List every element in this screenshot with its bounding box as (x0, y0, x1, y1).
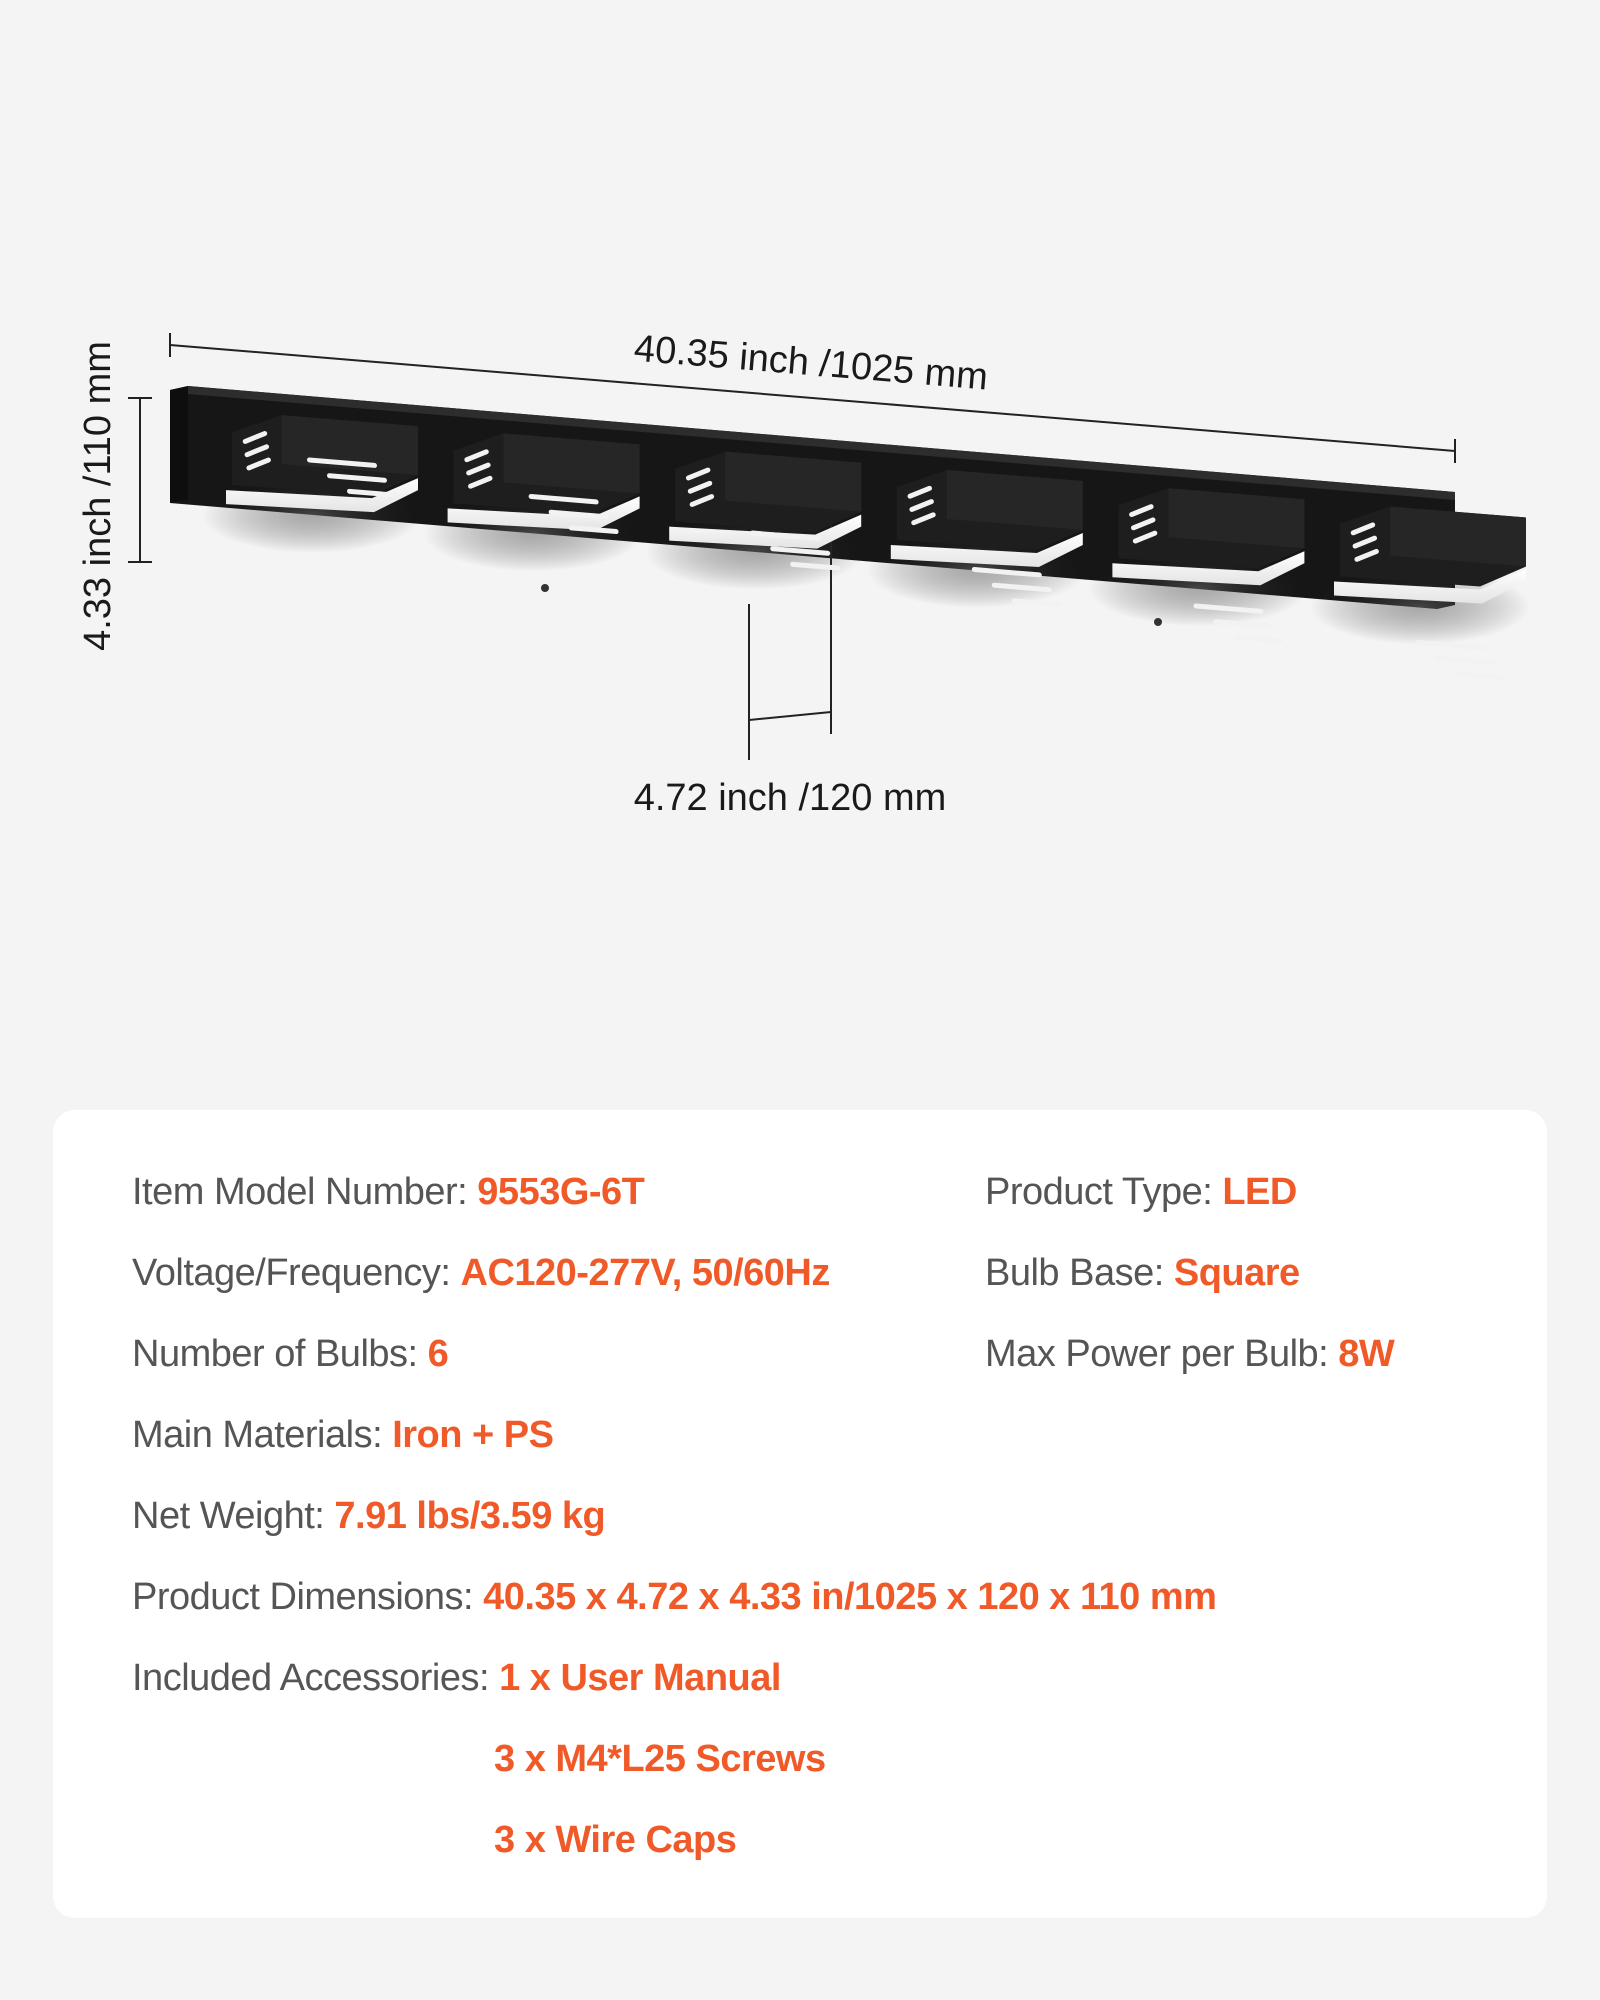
spec-value: 8W (1338, 1333, 1395, 1375)
spec-value: 6 (427, 1333, 449, 1375)
spec-number-of-bulbs (132, 1331, 448, 1377)
spec-voltage (132, 1250, 830, 1296)
spec-value: Iron + PS (392, 1414, 554, 1456)
width-dimension-label: 40.35 inch /1025 mm (632, 327, 990, 399)
spec-label: Included Accessories: (132, 1657, 500, 1699)
spec-label: Product Type: (985, 1171, 1223, 1213)
spec-model-number (132, 1169, 644, 1215)
spec-label: Number of Bulbs: (132, 1333, 428, 1375)
bulb-head (202, 415, 422, 553)
spec-value: LED (1222, 1171, 1297, 1213)
spec-card (53, 1110, 1547, 1918)
bulb-head (645, 452, 865, 590)
spec-value: Square (1173, 1252, 1300, 1294)
bulb-head (1310, 507, 1530, 681)
depth-dimension-label: 4.72 inch /120 mm (633, 777, 947, 819)
bulb-head (424, 433, 644, 571)
spec-label: Voltage/Frequency: (132, 1252, 461, 1294)
accessory-row (494, 1817, 736, 1863)
spec-value: 7.91 lbs/3.59 kg (334, 1495, 606, 1537)
spec-label: Main Materials: (132, 1414, 393, 1456)
spec-accessories (132, 1655, 781, 1701)
height-dimension-label: 4.33 inch /110 mm (77, 341, 119, 651)
spec-product-type (985, 1169, 1297, 1215)
accessory-item: 1 x User Manual (499, 1657, 781, 1699)
bulb-head (1088, 488, 1308, 644)
spec-value: AC120-277V, 50/60Hz (460, 1252, 830, 1294)
spec-label: Bulb Base: (985, 1252, 1174, 1294)
spec-max-power (985, 1331, 1394, 1377)
bulb-head (867, 470, 1087, 608)
spec-materials (132, 1412, 553, 1458)
spec-label: Product Dimensions: (132, 1576, 484, 1618)
accessory-row (494, 1736, 826, 1782)
spec-bulb-base (985, 1250, 1300, 1296)
accessory-item: 3 x M4*L25 Screws (494, 1738, 826, 1780)
spec-product-dimensions (132, 1574, 1216, 1620)
height-dimension (77, 341, 152, 651)
spec-label: Max Power per Bulb: (985, 1333, 1339, 1375)
spec-value: 9553G-6T (477, 1171, 645, 1213)
spec-net-weight (132, 1493, 605, 1539)
spec-value: 40.35 x 4.72 x 4.33 in/1025 x 120 x 110 mm (483, 1576, 1217, 1618)
accessory-item: 3 x Wire Caps (494, 1819, 737, 1861)
spec-label: Net Weight: (132, 1495, 335, 1537)
spec-label: Item Model Number: (132, 1171, 478, 1213)
